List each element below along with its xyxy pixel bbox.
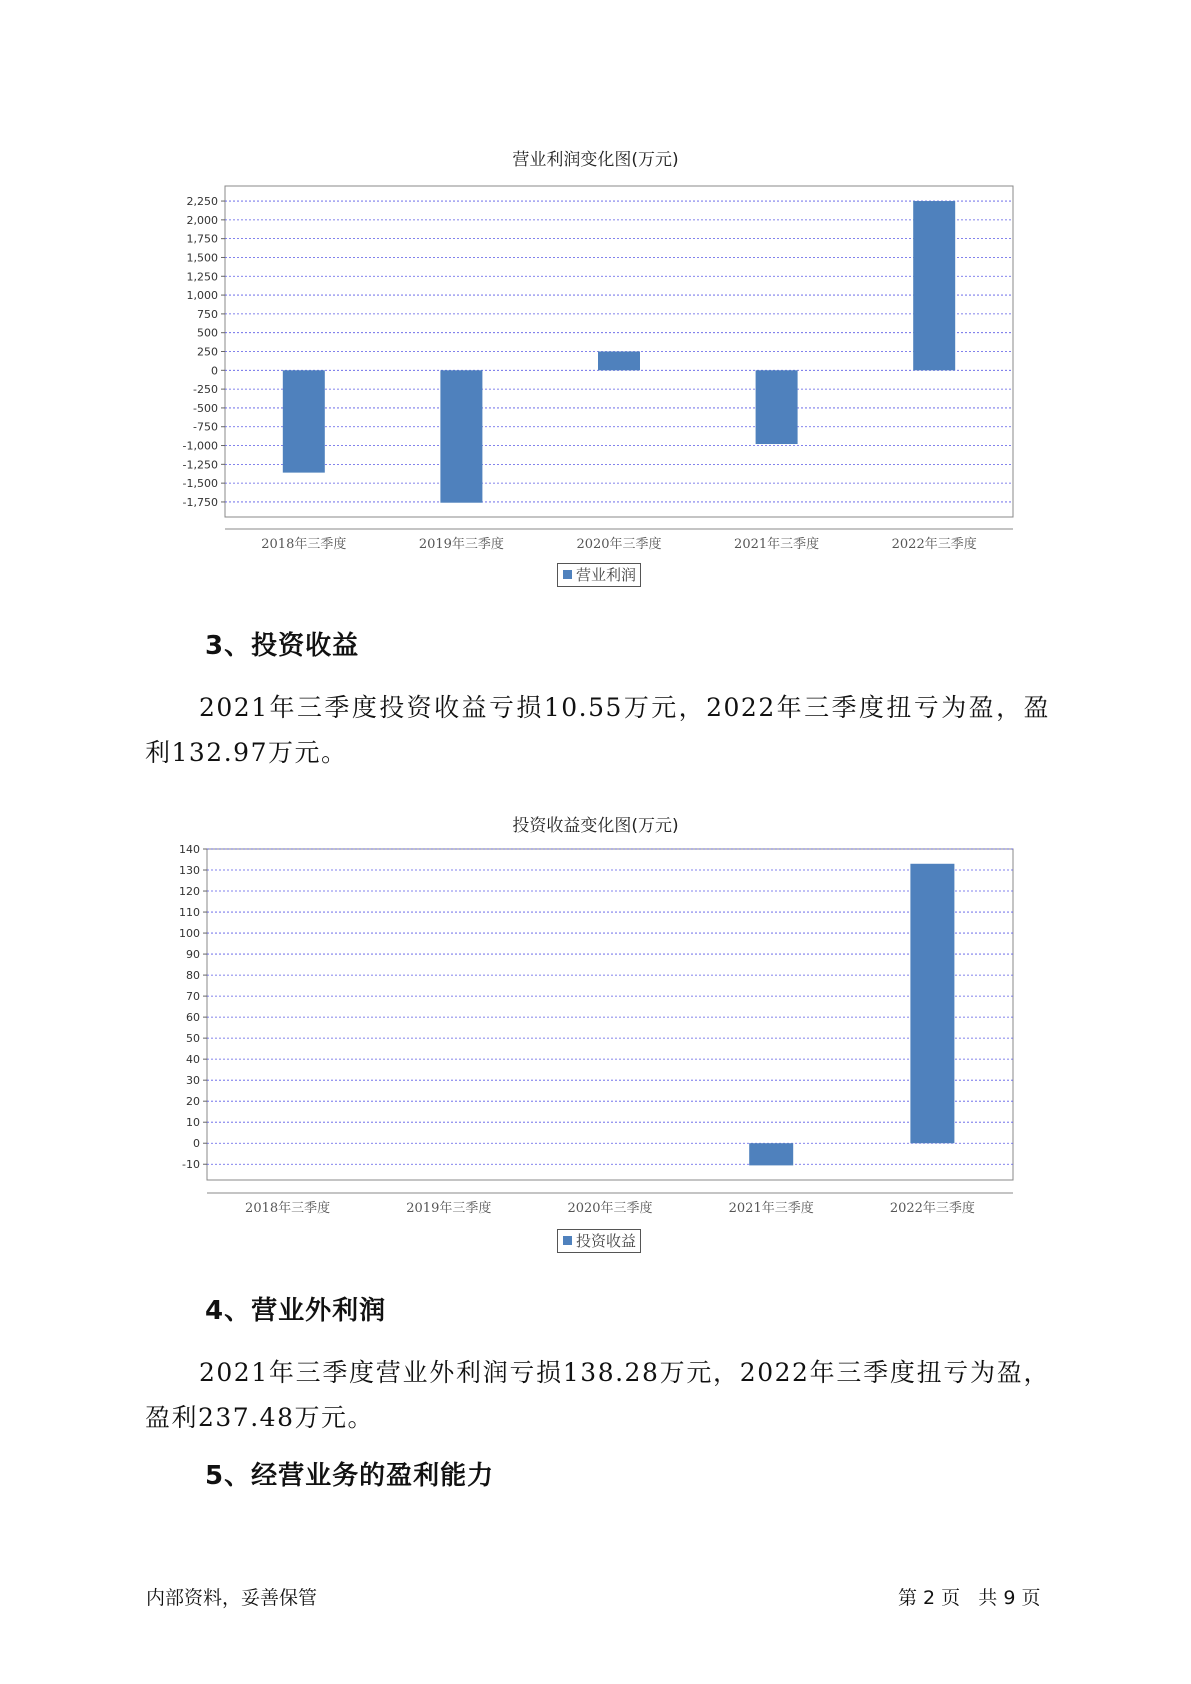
y-tick-label: -500 <box>193 401 218 415</box>
y-tick-label: -250 <box>193 383 218 397</box>
section5-heading: 5、经营业务的盈利能力 <box>205 1461 495 1491</box>
x-category-label: 2020年三季度 <box>576 537 662 552</box>
x-category-label: 2018年三季度 <box>245 1201 331 1216</box>
y-tick-label: 1,500 <box>186 251 218 265</box>
chart2-legend <box>557 1229 641 1253</box>
y-tick-label: 20 <box>186 1095 200 1109</box>
x-category-label: 2018年三季度 <box>261 537 347 552</box>
x-category-label: 2022年三季度 <box>889 1201 975 1216</box>
y-tick-label: 90 <box>186 948 200 962</box>
chart1-title: 营业利润变化图(万元) <box>512 150 679 170</box>
x-category-label: 2021年三季度 <box>728 1201 814 1216</box>
y-tick-label: 10 <box>186 1116 200 1130</box>
plot-area <box>207 849 1013 1180</box>
y-tick-label: -10 <box>182 1158 200 1172</box>
x-category-label: 2021年三季度 <box>734 537 820 552</box>
x-category-label: 2022年三季度 <box>891 537 977 552</box>
y-tick-label: 1,750 <box>186 232 218 246</box>
y-tick-label: 130 <box>179 864 200 878</box>
chart1-legend-label: 营业利润 <box>576 566 637 584</box>
x-category-label: 2019年三季度 <box>418 537 504 552</box>
y-tick-label: 0 <box>193 1137 200 1151</box>
y-tick-label: 750 <box>197 307 218 321</box>
y-tick-label: 70 <box>186 990 200 1004</box>
y-tick-label: 0 <box>211 364 218 378</box>
legend-swatch <box>563 1236 572 1245</box>
y-tick-label: -1,250 <box>182 458 218 472</box>
y-tick-label: 140 <box>179 843 200 856</box>
y-tick-label: 2,250 <box>186 195 218 209</box>
y-tick-label: 110 <box>179 906 200 920</box>
y-tick-label: -750 <box>193 420 218 434</box>
chart2-legend-label: 投资收益 <box>576 1232 637 1250</box>
x-category-label: 2019年三季度 <box>406 1201 492 1216</box>
y-tick-label: 1,000 <box>186 289 218 303</box>
y-tick-label: 1,250 <box>186 270 218 284</box>
section4-heading: 4、营业外利润 <box>205 1296 387 1326</box>
y-tick-label: 50 <box>186 1032 200 1046</box>
bar <box>910 864 954 1143</box>
y-tick-label: 30 <box>186 1074 200 1088</box>
y-tick-label: 80 <box>186 969 200 983</box>
y-tick-label: -1,500 <box>182 477 218 491</box>
section3-heading: 3、投资收益 <box>205 631 360 661</box>
section4-paragraph: 2021年三季度营业外利润亏损138.28万元，2022年三季度扭亏为盈，盈利237.48万元。 <box>145 1358 1050 1432</box>
x-category-label: 2020年三季度 <box>567 1201 653 1216</box>
page-number: 第 2 页 共 9 页 <box>898 1587 1041 1609</box>
y-tick-label: 60 <box>186 1011 200 1025</box>
section3-paragraph: 2021年三季度投资收益亏损10.55万元，2022年三季度扭亏为盈，盈利132.97万元。 <box>145 693 1050 767</box>
y-tick-label: 100 <box>179 927 200 941</box>
y-tick-label: 250 <box>197 345 218 359</box>
y-tick-label: -1,000 <box>182 439 218 453</box>
chart2-title: 投资收益变化图(万元) <box>512 816 679 836</box>
y-tick-label: -1,750 <box>182 495 218 509</box>
y-tick-label: 120 <box>179 885 200 899</box>
bar <box>749 1143 793 1165</box>
y-tick-label: 40 <box>186 1053 200 1067</box>
y-tick-label: 500 <box>197 326 218 340</box>
footer-left: 内部资料，妥善保管 <box>146 1587 318 1609</box>
y-tick-label: 2,000 <box>186 213 218 227</box>
